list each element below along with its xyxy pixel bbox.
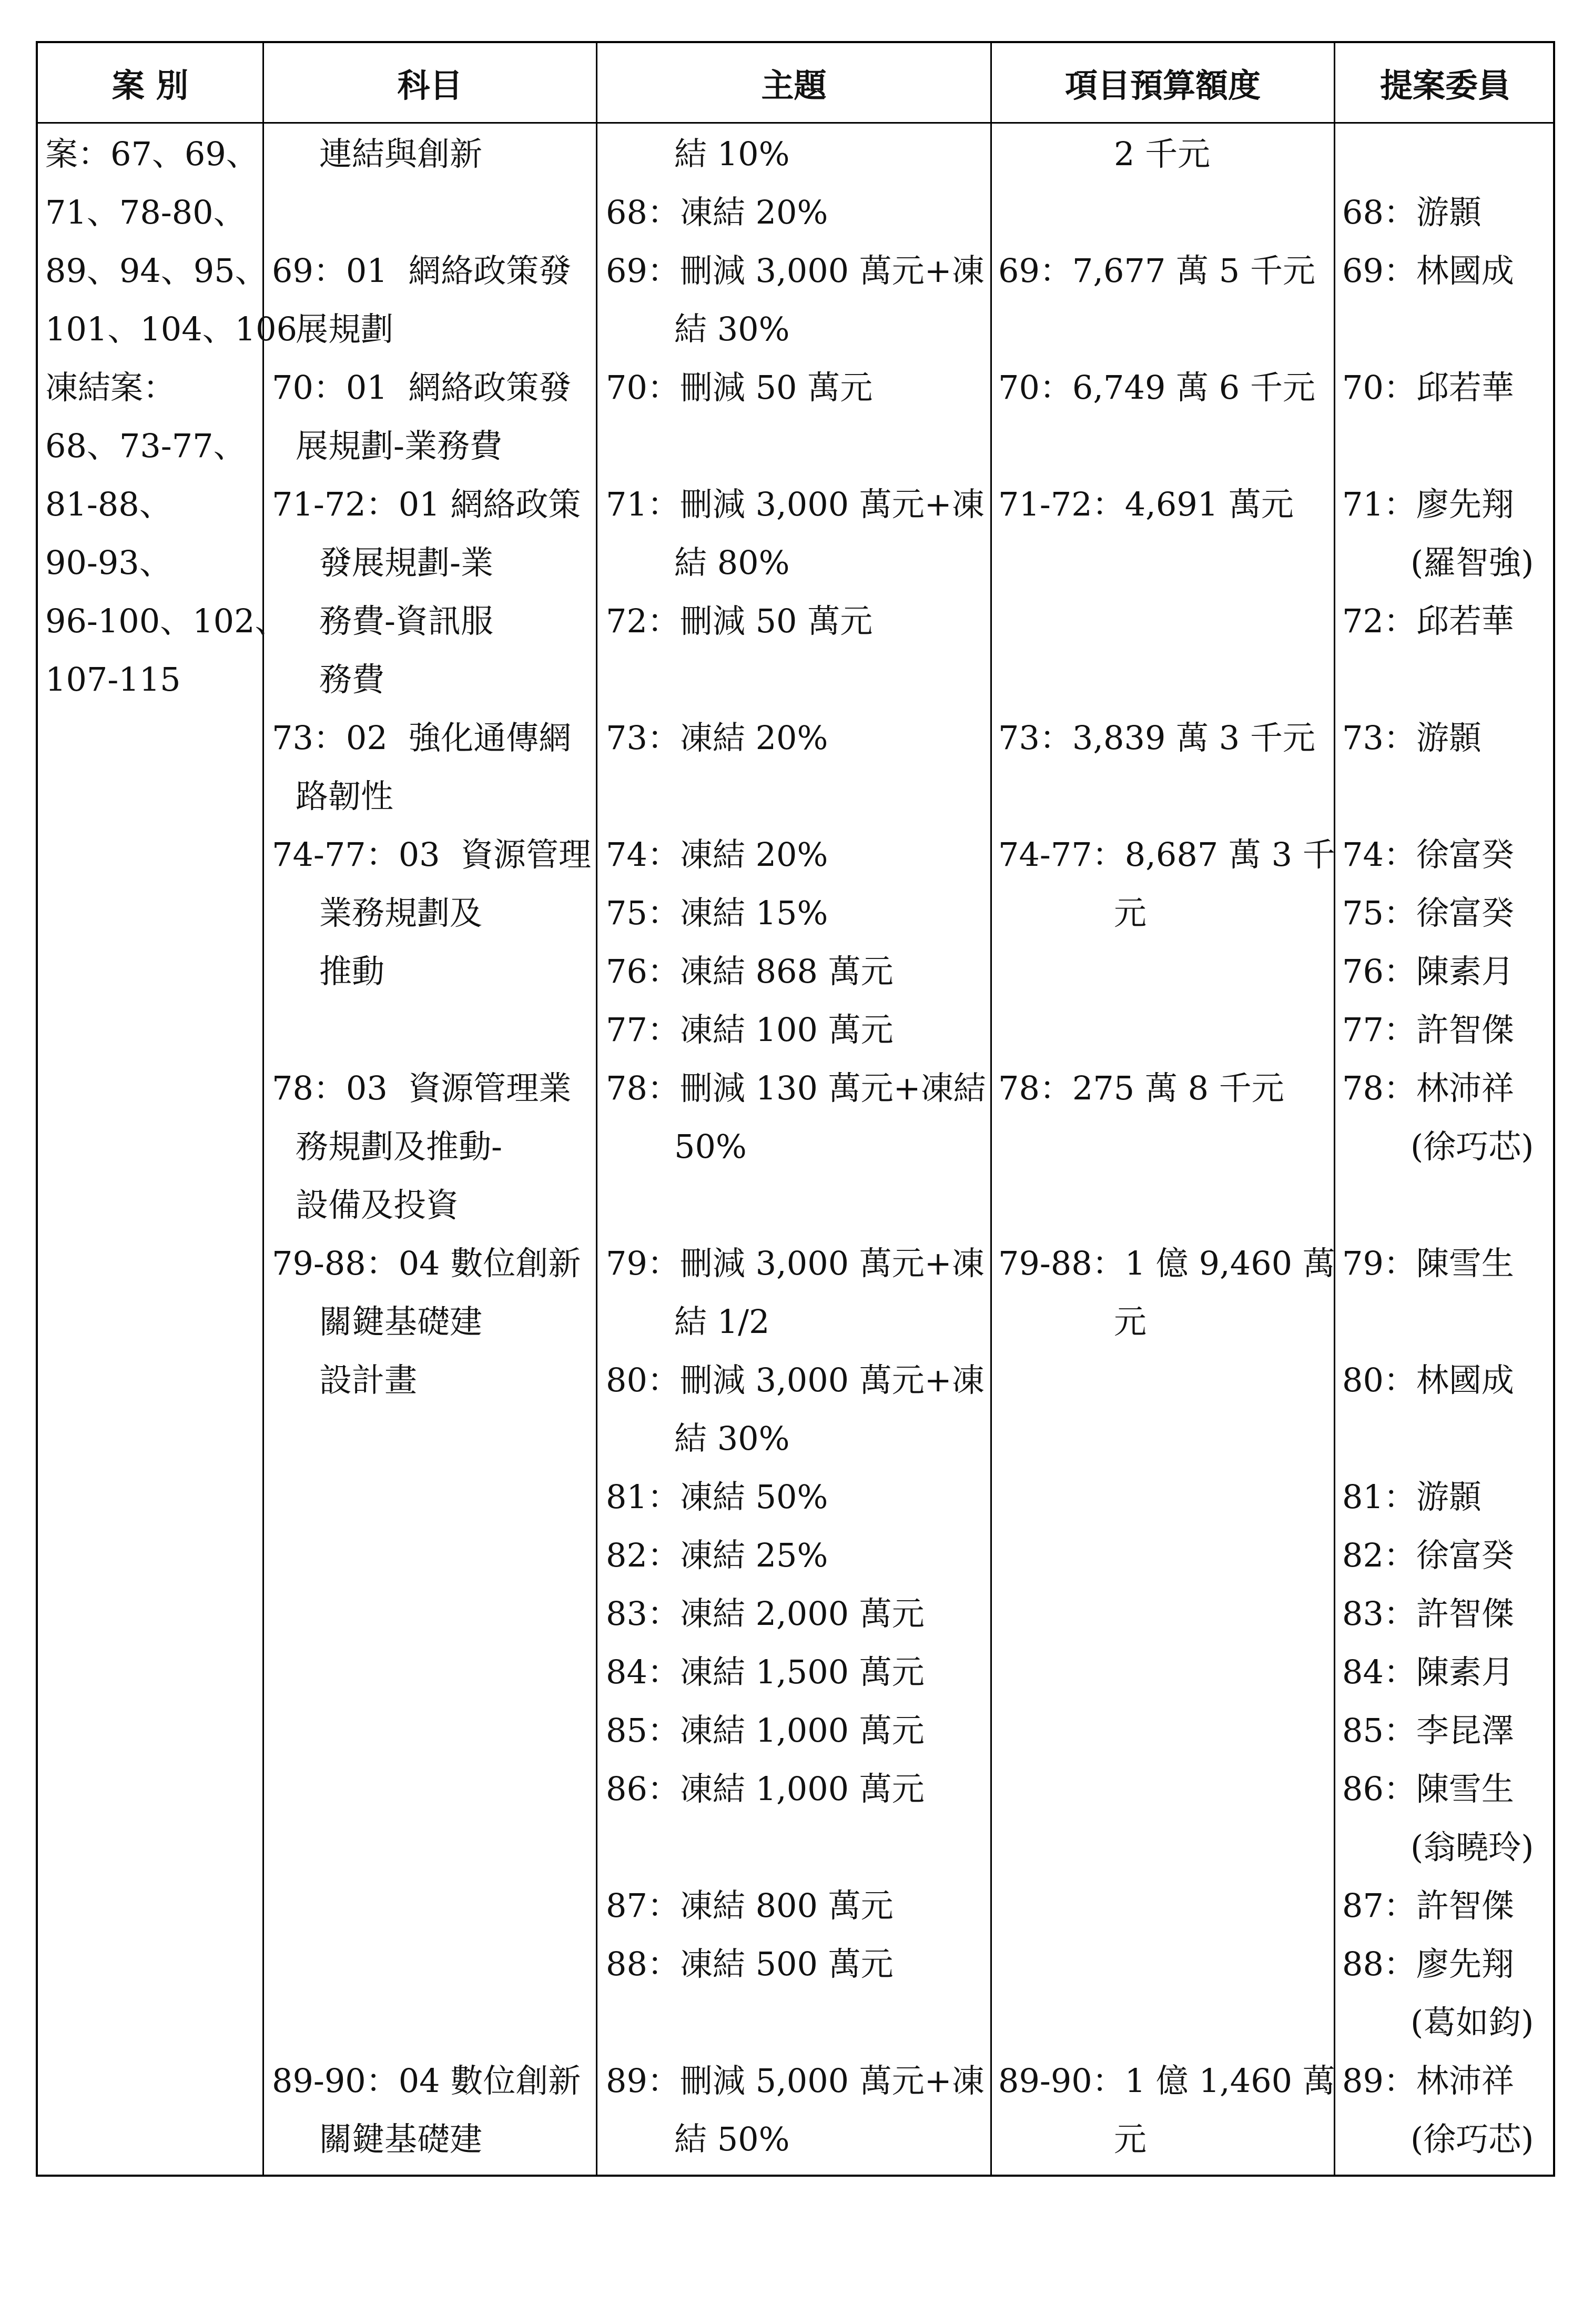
proposer-line: 80：林國成 <box>1342 1361 1514 1399</box>
proposer-line: 77：許智傑 <box>1342 1011 1514 1049</box>
subject-line: 89-90：04 數位創新 <box>272 2062 581 2100</box>
topic-line: 69：刪減 3,000 萬元+凍 <box>606 251 985 290</box>
header-proposer: 提案委員 <box>1379 66 1510 105</box>
budget-line: 78：275 萬 8 千元 <box>998 1069 1284 1107</box>
proposer-line: 83：許智傑 <box>1342 1594 1514 1633</box>
budget-line: 元 <box>1114 1302 1147 1341</box>
topic-line: 結 30% <box>674 1419 790 1458</box>
column-divider <box>262 43 264 2175</box>
subject-line: 70：01 網絡政策發 <box>272 368 572 407</box>
proposer-line: 74：徐富癸 <box>1342 835 1514 874</box>
case-line: 107-115 <box>45 660 181 699</box>
budget-line: 89-90：1 億 1,460 萬 <box>998 2062 1335 2100</box>
topic-line: 79：刪減 3,000 萬元+凍 <box>606 1244 985 1282</box>
header-topic: 主題 <box>761 66 827 105</box>
proposer-line: 85：李昆澤 <box>1342 1711 1514 1750</box>
case-line: 81-88、 <box>45 485 172 523</box>
proposer-line: 79：陳雪生 <box>1342 1244 1514 1282</box>
topic-line: 70：刪減 50 萬元 <box>606 368 873 407</box>
proposer-line: 72：邱若華 <box>1342 602 1514 640</box>
topic-line: 68：凍結 20% <box>606 193 828 231</box>
proposer-line: 88：廖先翔 <box>1342 1945 1514 1983</box>
topic-line: 84：凍結 1,500 萬元 <box>606 1653 925 1691</box>
topic-line: 83：凍結 2,000 萬元 <box>606 1594 925 1633</box>
topic-line: 81：凍結 50% <box>606 1478 828 1516</box>
case-line: 凍結案： <box>45 368 176 407</box>
proposer-line: 68：游顥 <box>1342 193 1482 231</box>
topic-line: 89：刪減 5,000 萬元+凍 <box>606 2062 985 2100</box>
topic-line: 結 1/2 <box>674 1302 770 1341</box>
subject-line: 關鍵基礎建 <box>319 2120 483 2158</box>
proposer-line: (徐巧芯) <box>1411 1127 1534 1166</box>
topic-line: 87：凍結 800 萬元 <box>606 1886 894 1925</box>
subject-line: 74-77：03 資源管理 <box>272 835 592 874</box>
topic-line: 結 30% <box>674 310 790 348</box>
proposer-line: 69：林國成 <box>1342 251 1514 290</box>
topic-line: 75：凍結 15% <box>606 894 828 932</box>
proposer-line: 70：邱若華 <box>1342 368 1514 407</box>
budget-line: 70：6,749 萬 6 千元 <box>998 368 1315 407</box>
column-divider <box>990 43 992 2175</box>
case-line: 89、94、95、 <box>45 251 268 290</box>
case-line: 90-93、 <box>45 543 172 582</box>
column-divider <box>596 43 597 2175</box>
topic-line: 82：凍結 25% <box>606 1536 828 1574</box>
header-case: 案 別 <box>111 66 189 105</box>
subject-line: 展規劃 <box>296 310 394 348</box>
proposer-line: 73：游顥 <box>1342 719 1482 757</box>
subject-line: 71-72：01 網絡政策 <box>272 485 581 523</box>
proposer-line: (羅智強) <box>1411 543 1534 582</box>
subject-line: 務費-資訊服 <box>319 602 493 640</box>
topic-line: 結 80% <box>674 543 790 582</box>
topic-line: 80：刪減 3,000 萬元+凍 <box>606 1361 985 1399</box>
subject-line: 設計畫 <box>319 1361 418 1399</box>
case-line: 71、78-80、 <box>45 193 246 231</box>
budget-line: 74-77：8,687 萬 3 千 <box>998 835 1335 874</box>
topic-line: 77：凍結 100 萬元 <box>606 1011 894 1049</box>
topic-line: 50% <box>674 1127 747 1166</box>
budget-line: 79-88：1 億 9,460 萬 <box>998 1244 1335 1282</box>
proposer-line: (葛如鈞) <box>1411 2003 1534 2042</box>
topic-line: 78：刪減 130 萬元+凍結 <box>606 1069 986 1107</box>
proposer-line: 84：陳素月 <box>1342 1653 1514 1691</box>
subject-line: 展規劃-業務費 <box>296 427 502 465</box>
topic-line: 76：凍結 868 萬元 <box>606 952 894 991</box>
topic-line: 71：刪減 3,000 萬元+凍 <box>606 485 985 523</box>
subject-line: 關鍵基礎建 <box>319 1302 483 1341</box>
subject-line: 79-88：04 數位創新 <box>272 1244 581 1282</box>
subject-line: 務規劃及推動- <box>296 1127 502 1166</box>
topic-line: 85：凍結 1,000 萬元 <box>606 1711 925 1750</box>
subject-line: 發展規劃-業 <box>319 543 493 582</box>
topic-line: 72：刪減 50 萬元 <box>606 602 873 640</box>
case-line: 96-100、102、 <box>45 602 288 640</box>
proposer-line: 75：徐富癸 <box>1342 894 1514 932</box>
budget-line: 69：7,677 萬 5 千元 <box>998 251 1315 290</box>
proposer-line: 71：廖先翔 <box>1342 485 1514 523</box>
proposer-line: (翁曉玲) <box>1411 1828 1534 1866</box>
budget-line: 元 <box>1114 894 1147 932</box>
budget-line: 73：3,839 萬 3 千元 <box>998 719 1315 757</box>
header-budget: 項目預算額度 <box>1064 66 1261 105</box>
proposer-line: 82：徐富癸 <box>1342 1536 1514 1574</box>
case-line: 101、104、106 <box>45 310 298 348</box>
budget-line: 元 <box>1114 2120 1147 2158</box>
proposer-line: 81：游顥 <box>1342 1478 1482 1516</box>
topic-line: 88：凍結 500 萬元 <box>606 1945 894 1983</box>
topic-line: 結 50% <box>674 2120 790 2158</box>
proposer-line: 87：許智傑 <box>1342 1886 1514 1925</box>
topic-line: 86：凍結 1,000 萬元 <box>606 1770 925 1808</box>
subject-line: 連結與創新 <box>319 135 483 173</box>
budget-line: 71-72：4,691 萬元 <box>998 485 1294 523</box>
budget-line: 2 千元 <box>1114 135 1211 173</box>
topic-line: 結 10% <box>674 135 790 173</box>
subject-line: 設備及投資 <box>296 1186 459 1224</box>
column-divider <box>1334 43 1335 2175</box>
proposer-line: 86：陳雪生 <box>1342 1770 1514 1808</box>
subject-line: 推動 <box>319 952 385 991</box>
proposer-line: 78：林沛祥 <box>1342 1069 1514 1107</box>
proposer-line: (徐巧芯) <box>1411 2120 1534 2158</box>
subject-line: 業務規劃及 <box>319 894 483 932</box>
header-subject: 科目 <box>397 66 463 105</box>
subject-line: 務費 <box>319 660 385 699</box>
subject-line: 69：01 網絡政策發 <box>272 251 572 290</box>
subject-line: 78：03 資源管理業 <box>272 1069 572 1107</box>
topic-line: 73：凍結 20% <box>606 719 828 757</box>
proposer-line: 76：陳素月 <box>1342 952 1514 991</box>
proposer-line: 89：林沛祥 <box>1342 2062 1514 2100</box>
subject-line: 73：02 強化通傳網 <box>272 719 572 757</box>
subject-line: 路韌性 <box>296 777 394 815</box>
case-line: 案：67、69、 <box>45 135 259 173</box>
topic-line: 74：凍結 20% <box>606 835 828 874</box>
budget-table <box>36 41 1555 2177</box>
header-divider <box>38 122 1553 124</box>
case-line: 68、73-77、 <box>45 427 246 465</box>
